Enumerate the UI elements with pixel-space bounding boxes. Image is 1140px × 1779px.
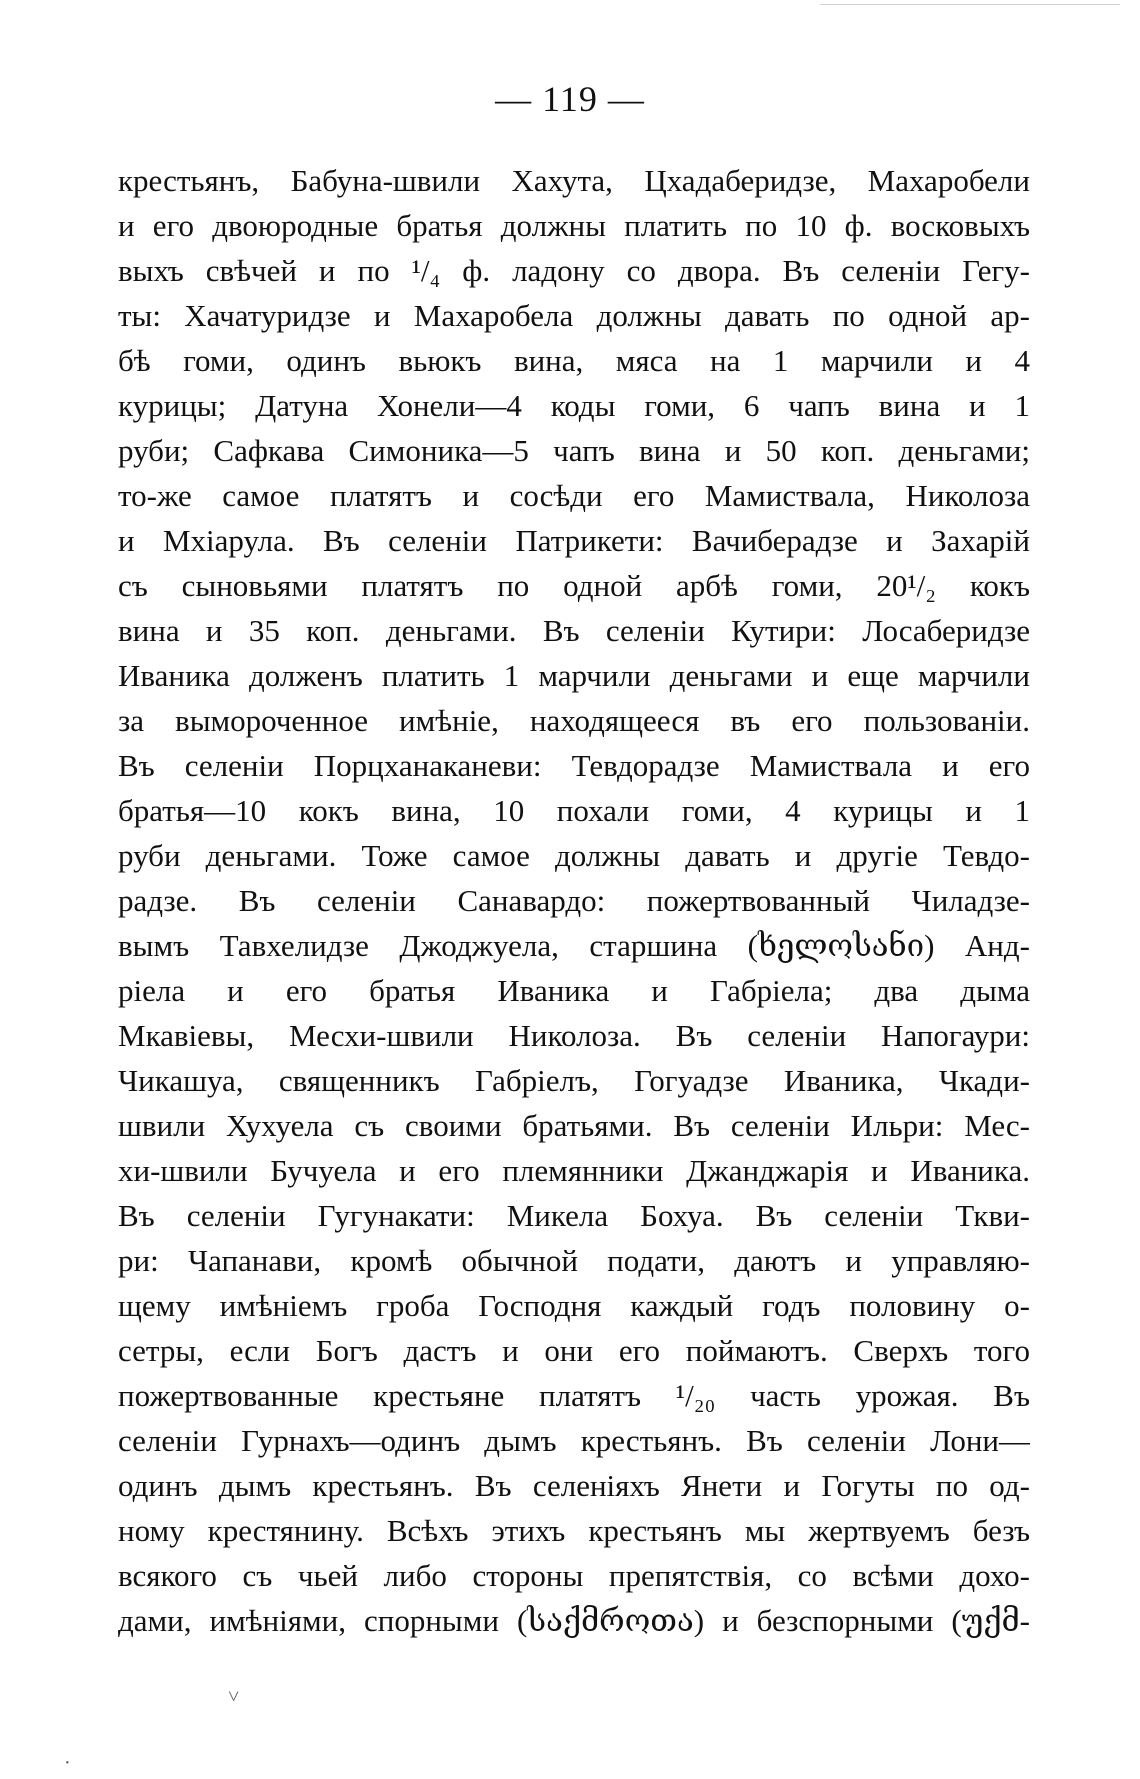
text-line-15: братья—10 кокъ вина, 10 похали гоми, 4 курицы и 1 [118,793,1030,828]
text-line-12: Иваника долженъ платить 1 марчили деньгами и еще марчили [118,658,1030,693]
text-line-19: ріела и его братья Иваника и Габріела; два дыма [118,973,1030,1008]
page-number: — 119 — [495,79,645,119]
text-line-25: ри: Чапанави, кромѣ обычной подати, даютъ и управляю- [118,1243,1030,1278]
text-line-6: курицы; Датуна Хонели—4 коды гоми, 6 чапъ вина и 1 [118,388,1030,423]
text-line-14: Въ селеніи Порцханаканеви: Тевдорадзе Мамиствала и его [118,748,1030,783]
text-line-18: вымъ Тавхелидзе Джоджуела, старшина (ხელოსანი) Анд- [118,928,1030,963]
text-line-27: сетры, если Богъ дастъ и они его поймаютъ. Сверхъ того [118,1333,1030,1368]
text-line-2: и его двоюродные братья должны платить по 10 ф. восковыхъ [118,208,1030,243]
text-line-24: Въ селеніи Гугунакати: Микела Бохуа. Въ селеніи Ткви- [118,1198,1030,1233]
text-line-16: руби деньгами. Тоже самое должны давать и другіе Тевдо- [118,838,1030,873]
text-line-9: и Мхіарула. Въ селеніи Патрикети: Вачиберадзе и Захарій [118,523,1030,558]
text-line-22: швили Хухуела съ своими братьями. Въ селеніи Ильри: Мес- [118,1108,1030,1143]
text-line-3: выхъ свѣчей и по ¹/₄ ф. ладону со двора. Въ селеніи Гегу- [118,253,1030,288]
text-line-11: вина и 35 коп. деньгами. Въ селеніи Кутири: Лосаберидзе [118,613,1030,648]
body-text [118,158,1030,1643]
text-line-31: ному крестянину. Всѣхъ этихъ крестьянъ мы жертвуемъ безъ [118,1513,1030,1548]
text-line-5: бѣ гоми, одинъ вьюкъ вина, мяса на 1 марчили и 4 [118,343,1030,378]
text-line-23: хи-швили Бучуела и его племянники Джанджарія и Иваника. [118,1153,1030,1188]
stray-mark-dot: · [64,1752,71,1774]
text-line-29: селеніи Гурнахъ—одинъ дымъ крестьянъ. Въ селеніи Лони— [118,1423,1030,1458]
stray-mark-caret: ˅ [228,1686,240,1708]
text-line-32: всякого съ чьей либо стороны препятствія, со всѣми дохо- [118,1558,1030,1593]
text-line-13: за вымороченное имѣніе, находящееся въ его пользованіи. [118,703,1030,738]
top-edge-rule [820,4,1120,5]
text-line-4: ты: Хачатуридзе и Махаробела должны давать по одной ар- [118,298,1030,333]
text-line-7: руби; Сафкава Симоника—5 чапъ вина и 50 коп. деньгами; [118,433,1030,468]
text-line-28: пожертвованные крестьяне платятъ ¹/₂₀ часть урожая. Въ [118,1378,1030,1413]
text-line-8: то-же самое платятъ и сосѣди его Мамиствала, Николоза [118,478,1030,513]
text-line-1: крестьянъ, Бабуна-швили Хахута, Цхадаберидзе, Махаробели [118,163,1030,198]
text-line-17: радзе. Въ селеніи Санавардо: пожертвованный Чиладзе- [118,883,1030,918]
text-line-26: щему имѣніемъ гроба Господня каждый годъ половину о- [118,1288,1030,1323]
text-line-30: одинъ дымъ крестьянъ. Въ селеніяхъ Янети и Гогуты по од- [118,1468,1030,1503]
text-line-20: Мкавіевы, Месхи-швили Николоза. Въ селеніи Напогаури: [118,1018,1030,1053]
text-line-21: Чикашуа, священникъ Габріелъ, Гогуадзе Иваника, Чкади- [118,1063,1030,1098]
text-line-33: дами, имѣніями, спорными (საქმროთა) и безспорными (უქმ- [118,1603,1030,1638]
text-line-10: съ сыновьями платятъ по одной арбѣ гоми, 20¹/₂ кокъ [118,568,1030,603]
